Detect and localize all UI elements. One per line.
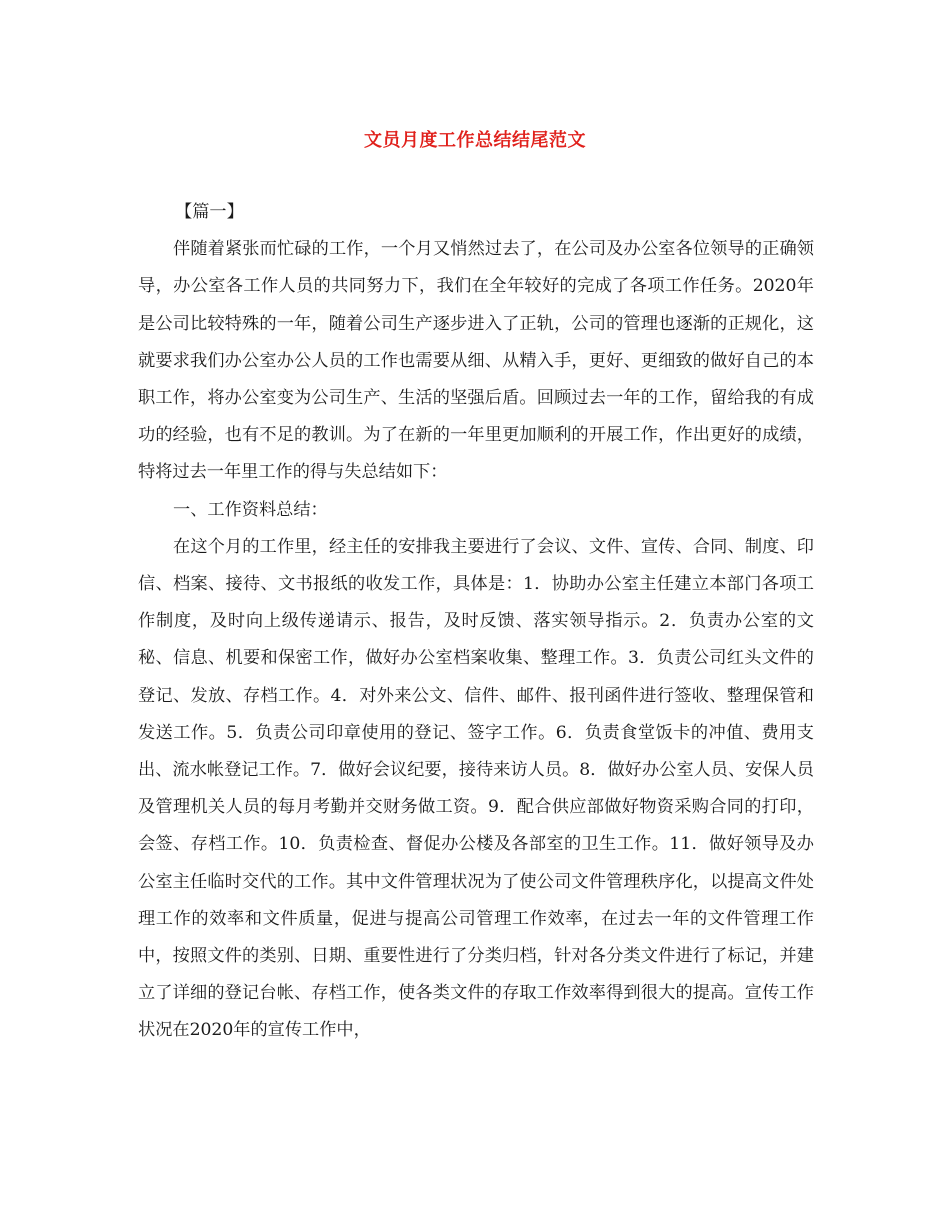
section-heading: 一、工作资料总结：: [173, 499, 328, 520]
document-title: 文员月度工作总结结尾范文: [364, 130, 586, 151]
section-label: 【篇一】: [175, 202, 244, 222]
document-body: [138, 194, 814, 1050]
work-summary-paragraph: 在这个月的工作里，经主任的安排我主要进行了会议、文件、宣传、合同、制度、印信、档案、接待、文书报纸的收发工作，具体是：1．协助办公室主任建立本部门各项工作制度，及时向上级传递请示、报告，及时反馈、落实领导指示。2．负责办公室的文秘、信息、机要和保密工作，做好办公室档案收集、整理工作。3．负责公司红头文件的登记、发放、存档工作。4．对外来公文、信件、邮件、报刊函件进行签收、整理保管和发送工作。5．负责公司印章使用的登记、签字工作。6．负责食堂饭卡的冲值、费用支出、流水帐登记工作。7．做好会议纪要，接待来访人员。8．做好办公室人员、安保人员及管理机关人员的每月考勤并交财务做工资。9．配合供应部做好物资采购合同的打印，会签、存档工作。10．负责检查、督促办公楼及各部室的卫生工作。11．做好领导及办公室主任临时交代的工作。其中文件管理状况为了使公司文件管理秩序化，以提高文件处理工作的效率和文件质量，促进与提高公司管理工作效率，在过去一年的文件管理工作中，按照文件的类别、日期、重要性进行了分类归档，针对各分类文件进行了标记，并建立了详细的登记台帐、存档工作，使各类文件的存取工作效率得到很大的提高。宣传工作状况在2020年的宣传工作中，: [138, 536, 814, 1041]
intro-paragraph: 伴随着紧张而忙碌的工作，一个月又悄然过去了，在公司及办公室各位领导的正确领导，办公室各工作人员的共同努力下，我们在全年较好的完成了各项工作任务。2020年是公司比较特殊的一年，随着公司生产逐步进入了正轨，公司的管理也逐渐的正规化，这就要求我们办公室办公人员的工作也需要从细、从精入手，更好、更细致的做好自己的本职工作，将办公室变为公司生产、生活的坚强后盾。回顾过去一年的工作，留给我的有成功的经验，也有不足的教训。为了在新的一年里更加顺利的开展工作，作出更好的成绩，特将过去一年里工作的得与失总结如下：: [138, 239, 814, 483]
